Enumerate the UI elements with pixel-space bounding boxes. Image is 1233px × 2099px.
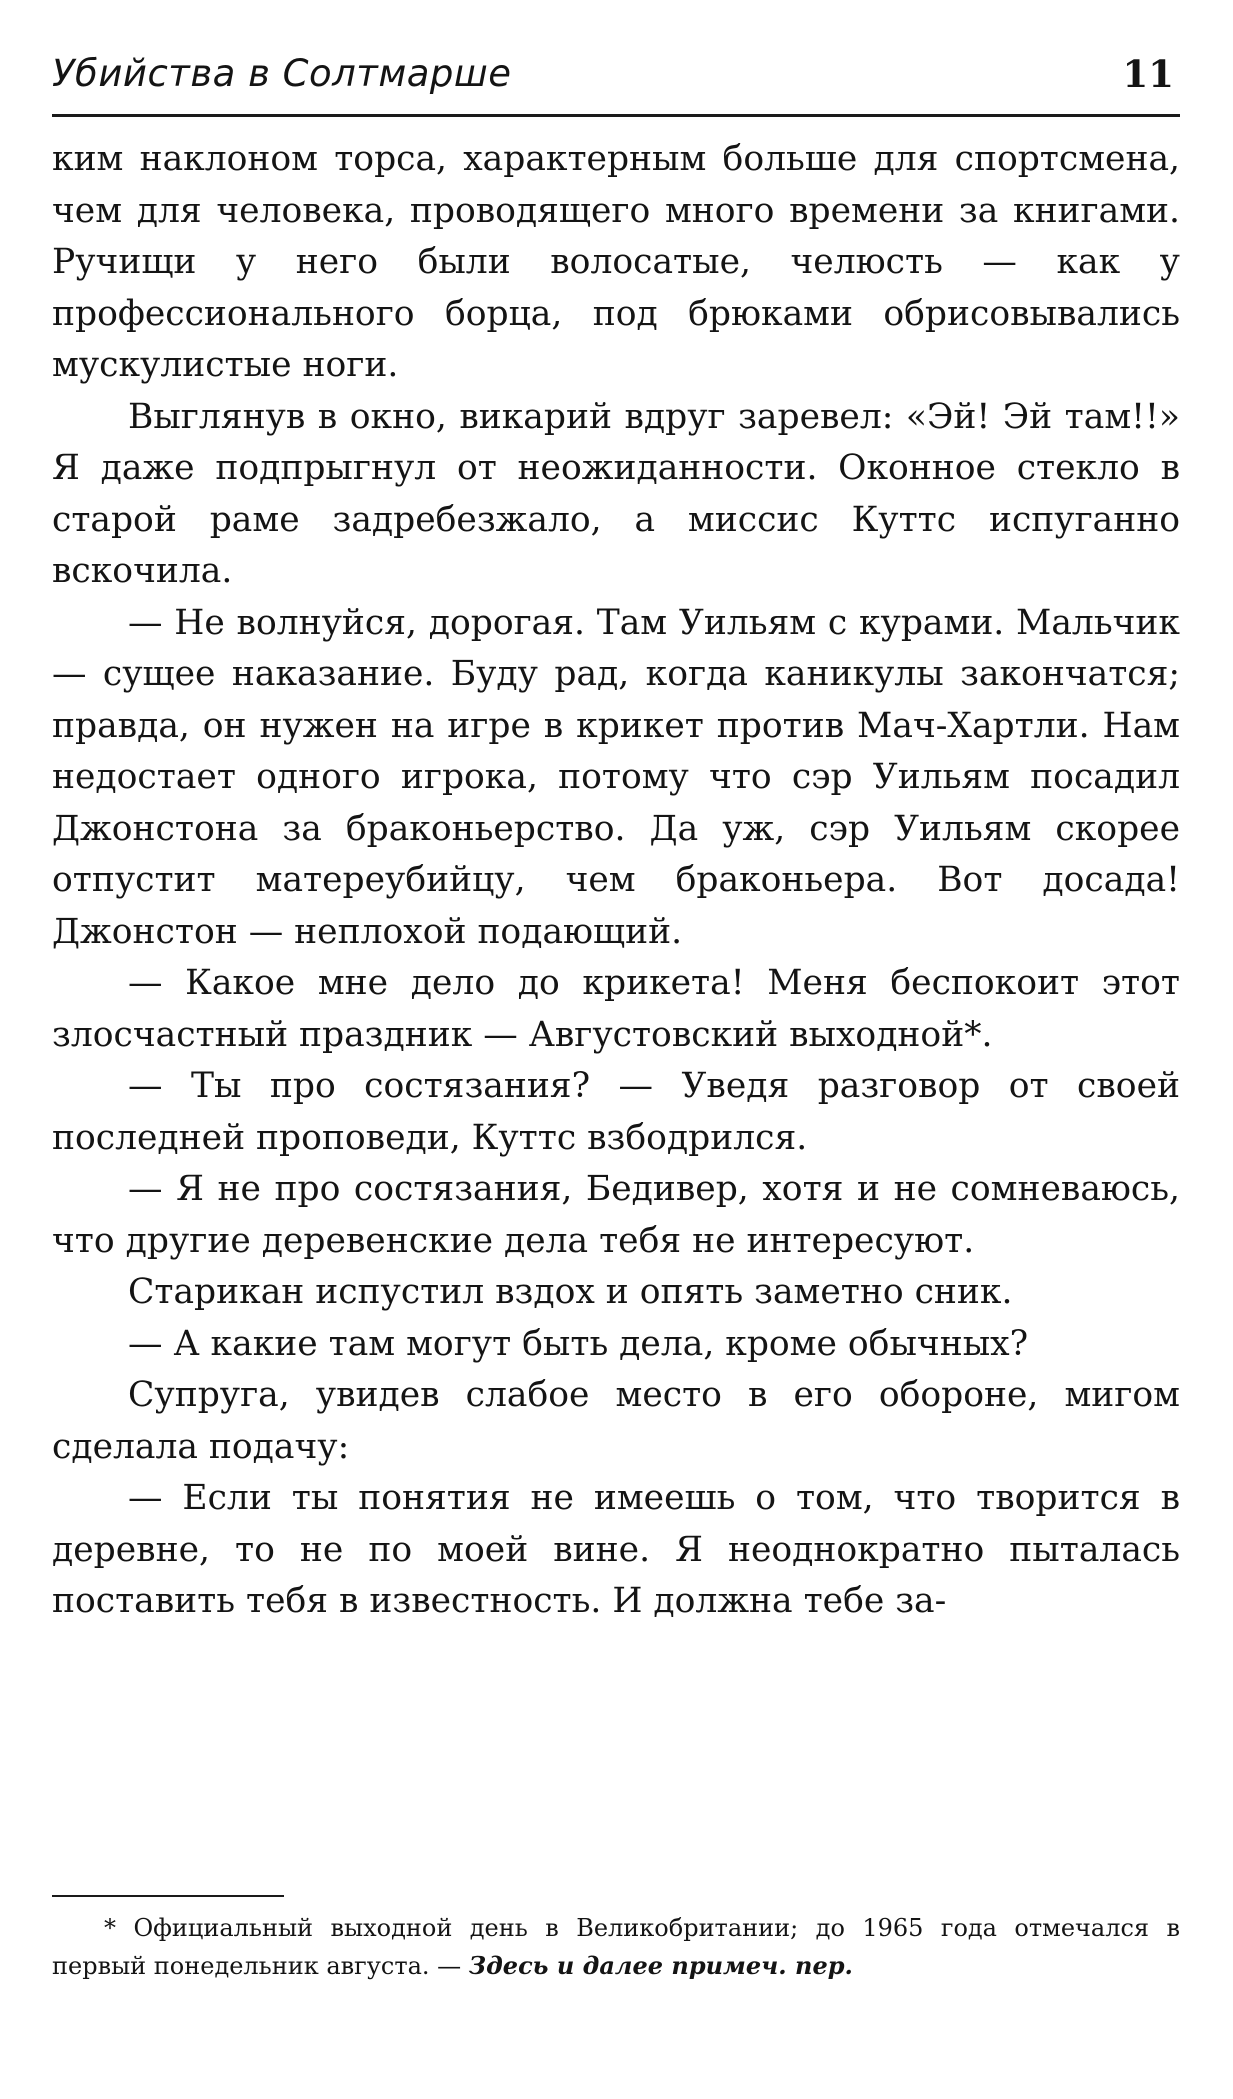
footnote-text: * Официальный выходной день в Великобритании; до 1965 года отмечался в первый понедельник августа. —	[52, 1914, 1180, 1980]
paragraph: Выглянув в окно, викарий вдруг заревел: «Эй! Эй там!!» Я даже подпрыгнул от неожиданности. Оконное стекло в старой раме задребезжало, а миссис Куттс испуганно вскочила.	[52, 396, 1180, 591]
body-text	[52, 134, 1180, 1628]
footnote-attribution: Здесь и далее примеч. пер.	[468, 1951, 853, 1980]
running-head	[52, 52, 1180, 110]
footnote-rule	[52, 1895, 284, 1897]
paragraph: — Я не про состязания, Бедивер, хотя и не сомневаюсь, что другие деревенские дела тебя не интересуют.	[52, 1169, 1180, 1261]
paragraph: — Какое мне дело до крикета! Меня беспокоит этот злосчастный праздник — Августовский выходной*.	[52, 963, 1180, 1055]
paragraph: — Ты про состязания? — Уведя разговор от своей последней проповеди, Куттс взбодрился.	[52, 1066, 1180, 1158]
book-page	[52, 52, 1180, 2062]
paragraph: — Не волнуйся, дорогая. Там Уильям с курами. Мальчик — сущее наказание. Буду рад, когда каникулы закончатся; правда, он нужен на игре в крикет против Мач-Хартли. Нам недостает одного игрока, потому что сэр Уильям посадил Джонстона за браконьерство. Да уж, сэр Уильям скорее отпустит матереубийцу, чем браконьера. Вот досада! Джонстон — неплохой подающий.	[52, 602, 1180, 952]
paragraph: Старикан испустил вздох и опять заметно сник.	[128, 1272, 1013, 1312]
page-number: 11	[1122, 52, 1174, 96]
header-rule	[52, 114, 1180, 117]
book-title: Убийства в Солтмарше	[52, 52, 512, 95]
paragraph: Супруга, увидев слабое место в его обороне, мигом сделала подачу:	[52, 1375, 1180, 1467]
paragraph: — А какие там могут быть дела, кроме обычных?	[128, 1323, 1029, 1364]
paragraph: — Если ты понятия не имеешь о том, что творится в деревне, то не по моей вине. Я неоднократно пыталась поставить тебя в известность. И должна тебе за-	[52, 1478, 1180, 1621]
footnote	[52, 1910, 1180, 1985]
paragraph: ким наклоном торса, характерным больше для спортсмена, чем для человека, проводящего много времени за книгами. Ручищи у него были волосатые, челюсть — как у профессионального борца, под брюками обрисовывались мускулистые ноги.	[52, 139, 1180, 385]
footnote-paragraph	[52, 1910, 1180, 1985]
